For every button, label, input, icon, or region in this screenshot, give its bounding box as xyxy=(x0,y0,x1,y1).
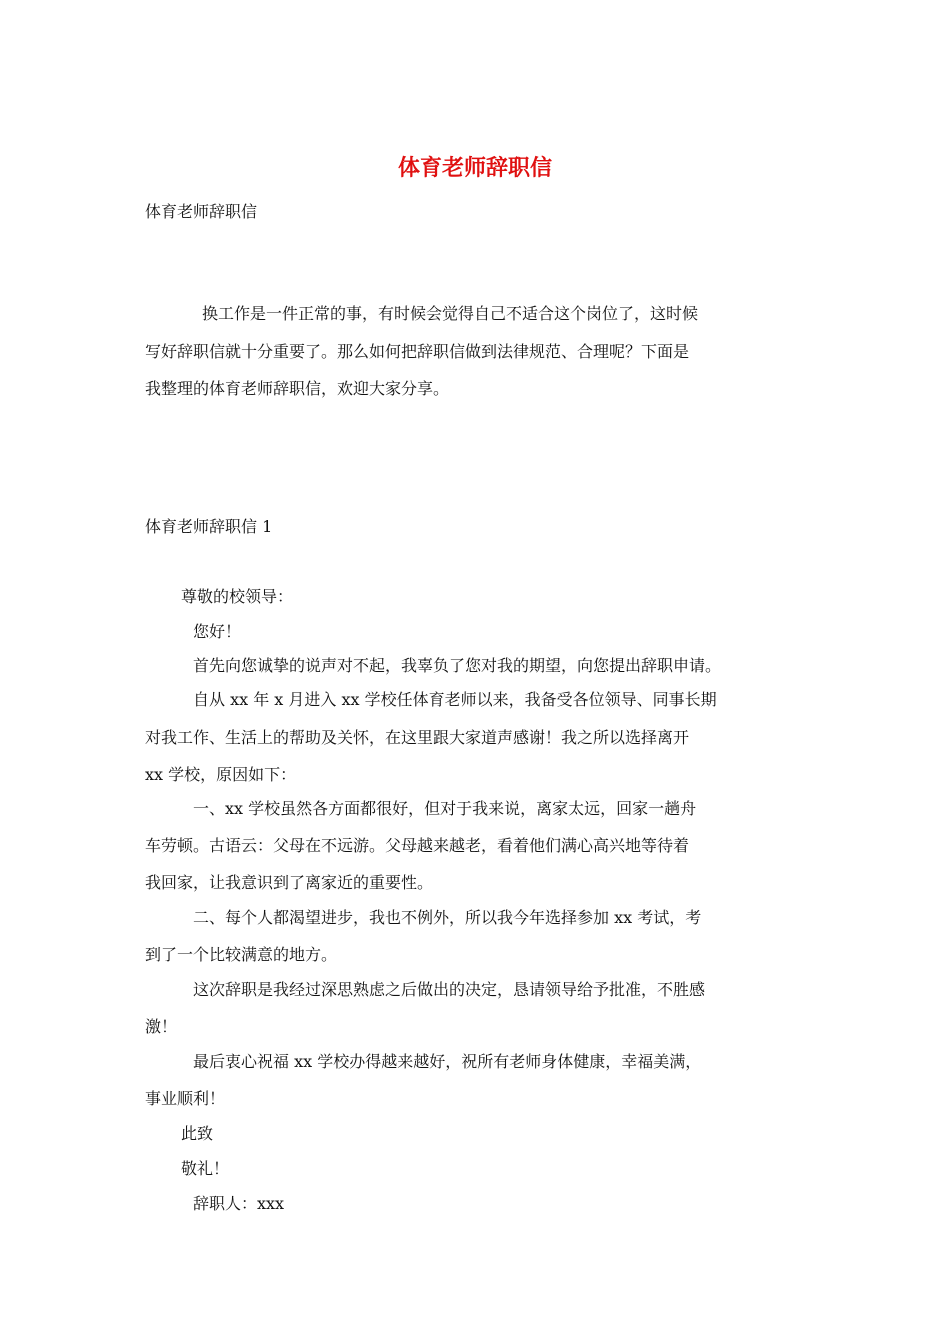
letter-paragraph-2-line-2: 对我工作、生活上的帮助及关怀，在这里跟大家道声感谢！我之所以选择离开 xyxy=(145,728,690,747)
letter-paragraph-3-line-1: 这次辞职是我经过深思熟虑之后做出的决定，恳请领导给予批准，不胜感 xyxy=(193,980,706,999)
letter-paragraph-2-line-3: xx 学校，原因如下： xyxy=(145,765,297,784)
reason-2-line-2: 到了一个比较满意的地方。 xyxy=(145,945,338,964)
intro-line-3: 我整理的体育老师辞职信，欢迎大家分享。 xyxy=(145,379,450,398)
letter-paragraph-4-line-1: 最后衷心祝福 xx 学校办得越来越好，祝所有老师身体健康，幸福美满， xyxy=(193,1052,702,1071)
letter-signature: 辞职人：xxx xyxy=(193,1194,285,1213)
reason-2-line-1: 二、每个人都渴望进步，我也不例外，所以我今年选择参加 xx 考试，考 xyxy=(193,908,702,927)
letter-paragraph-4-line-2: 事业顺利！ xyxy=(145,1089,226,1108)
intro-line-1: 换工作是一件正常的事，有时候会觉得自己不适合这个岗位了，这时候 xyxy=(202,304,699,323)
letter-paragraph-2-line-1: 自从 xx 年 x 月进入 xx 学校任体育老师以来，我备受各位领导、同事长期 xyxy=(193,690,717,709)
letter-salutation: 尊敬的校领导： xyxy=(181,587,294,606)
document-subtitle: 体育老师辞职信 xyxy=(145,202,258,221)
letter-closing-2: 敬礼！ xyxy=(181,1159,230,1178)
letter-paragraph-3-line-2: 激！ xyxy=(145,1017,178,1036)
reason-1-line-2: 车劳顿。古语云：父母在不远游。父母越来越老，看着他们满心高兴地等待着 xyxy=(145,836,690,855)
letter-greeting: 您好！ xyxy=(193,622,242,641)
intro-line-2: 写好辞职信就十分重要了。那么如何把辞职信做到法律规范、合理呢？下面是 xyxy=(145,342,690,361)
letter-paragraph-1: 首先向您诚挚的说声对不起，我辜负了您对我的期望，向您提出辞职申请。 xyxy=(193,656,722,675)
document-title: 体育老师辞职信 xyxy=(397,155,552,181)
reason-1-line-3: 我回家，让我意识到了离家近的重要性。 xyxy=(145,873,434,892)
letter-closing-1: 此致 xyxy=(181,1124,214,1143)
reason-1-line-1: 一、xx 学校虽然各方面都很好，但对于我来说，离家太远，回家一趟舟 xyxy=(193,799,697,818)
section-heading: 体育老师辞职信 1 xyxy=(145,517,273,536)
